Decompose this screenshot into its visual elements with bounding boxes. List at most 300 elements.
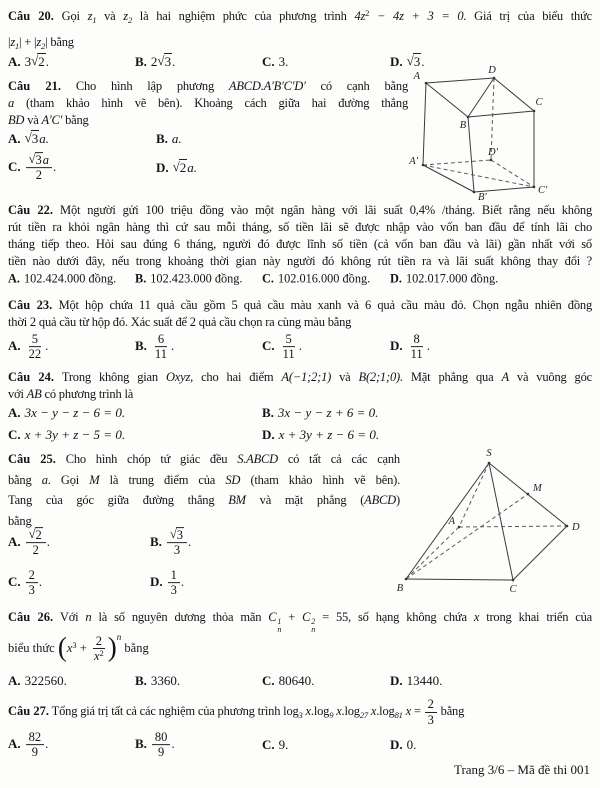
txt: Với [53,610,86,624]
radical-icon: √ [157,53,165,68]
q23-option-c [262,332,302,362]
txt: với [8,387,27,401]
math: BM [228,493,246,507]
fraction [408,332,426,362]
q22-options-row [8,268,594,290]
option-label: A. [8,337,21,353]
q26-options-row [8,670,594,692]
numerator: 80 [152,730,171,745]
q25-option-c [8,568,42,598]
question-21 [8,78,408,129]
denominator: 11 [154,347,167,362]
txt: và [24,113,42,127]
txt: . [38,573,43,589]
txt: và mặt phẳng ( [245,493,365,507]
numerator [167,528,187,543]
question-24 [8,369,592,403]
radical-icon: √ [24,130,32,145]
q20-line1 [8,2,592,31]
txt: ) [396,493,400,507]
q26-line1 [8,609,592,635]
txt: . [180,573,185,589]
q21-line3 [8,112,408,129]
math: z [36,35,42,49]
cube-figure [408,64,558,204]
vertex-label-d1: D′ [488,147,498,158]
q25-line2 [8,470,400,491]
page-footer: Trang 3/6 – Mã đề thi 001 [453,762,590,777]
math: x [367,704,377,718]
q23-option-a [8,332,48,362]
vertex-label-m: M [533,483,542,494]
txt: biểu thức [8,640,58,655]
radicand: 2 [35,528,42,543]
option-label: C. [262,673,275,688]
txt: log [283,704,299,718]
math: A(−1;2;1) [281,370,332,384]
q25-options-row-ab [8,522,400,564]
q27-options-row [8,725,594,765]
math: z [123,9,128,23]
txt: và [331,370,359,384]
radicand: 2 [179,160,187,175]
math: C [302,610,311,624]
vertex-label-a: A [413,71,420,82]
txt: . [426,337,430,353]
txt: | + | [19,35,37,49]
q22-line2: rút tiền ra khỏi ngân hàng thì cứ sau mỗi tháng, số tiền lãi sẽ được nhập vào vốn ban đầu để tính lãi cho [8,220,592,234]
vertex-label-c: C [535,97,543,108]
q25-line1 [8,449,400,470]
q27-option-d [390,737,416,753]
math: ABCD [364,493,397,507]
denominator: 9 [31,745,39,760]
txt: 102.423.000 đồng. [150,271,243,286]
txt: . Gọi [47,472,90,487]
sup: 1 [277,617,282,626]
sqrt [29,528,43,542]
fraction [26,153,52,183]
txt: 0. [406,737,417,752]
q24-option-d [262,427,379,443]
txt: Cho hình chóp tứ giác đều [55,452,238,466]
txt: | [8,35,11,49]
numerator: 5 [29,332,41,347]
vertex-label-c1: C′ [538,185,548,196]
option-label: D. [156,160,169,175]
numerator: 6 [155,332,167,347]
txt: Tang của góc giữa đường thẳng [8,493,229,507]
txt: là số nguyên dương thỏa mãn [91,610,269,624]
vertex-label-b1: B′ [478,192,487,203]
numerator: 82 [26,730,45,745]
option-label: D. [390,737,403,752]
denominator: 9 [158,745,165,760]
option-label: C. [8,573,21,589]
q25-number: Câu 25. [8,452,56,466]
math: x [402,704,411,718]
option-label: D. [390,54,403,69]
numerator: 2 [26,568,38,583]
fraction [152,332,170,362]
q24-line2 [8,386,592,403]
fraction [91,634,107,664]
q25-option-a [8,528,50,558]
q27-option-c [262,737,288,753]
math: n [85,610,92,624]
q21-option-a [8,131,49,147]
math: 3x − y − z − 6 = 0. [24,405,126,420]
sub: 1 [14,41,20,51]
txt: cho hai điểm [193,370,282,384]
sub: 9 [329,710,334,720]
q22-number: Câu 22. [8,203,54,217]
sqrt [29,153,43,167]
open-paren: ( [57,631,67,662]
math: B(2;1;0). [358,370,403,384]
txt: . [421,54,425,69]
q23-options-row [8,326,594,368]
math: a. [171,131,182,146]
sub: n [277,625,282,635]
q23-option-d [390,332,430,362]
q22-option-c [262,272,370,287]
txt: . [53,158,57,174]
option-label: C. [8,427,21,442]
math: ABCD.A′B′C′D′ [228,79,306,93]
txt: là hai nghiệm phức của phương trình [132,9,355,23]
q22-line3: tháng tiếp theo. Hỏi sau đúng 6 tháng, người đó được lĩnh số tiền (cả vốn ban đầu và lãi) gần nhất với số [8,237,592,251]
q24-line1 [8,369,592,386]
txt: trong khai triển của [479,610,593,624]
q24-option-c [8,427,125,443]
txt: Một hộp chứa 11 quả cầu gồm 5 quả cầu màu xanh và 6 quả cầu màu đỏ. Chọn ngẫu nhiên đồng [52,298,592,312]
txt: . [45,337,49,353]
radicand: 3 [413,54,421,69]
radicand: 3 [164,54,172,69]
math: a [41,472,48,487]
vertex-label-b: B [459,120,467,131]
option-label: B. [135,673,147,688]
exponent: n [116,631,122,642]
math: − 4z + 3 = 0. [369,9,467,23]
q21-number: Câu 21. [8,79,61,93]
txt: = [410,704,421,718]
fraction [26,528,46,558]
option-label: D. [150,573,163,589]
txt: .log [341,704,360,718]
q23-option-b [135,332,174,362]
txt: 102.017.000 đồng. [405,271,499,286]
vertex-label-b: B [396,583,404,594]
option-label: C. [262,271,274,286]
sqrt [25,131,40,146]
fraction [26,332,45,362]
txt: Một người gửi 100 triệu đồng vào một ngân hàng với lãi suất 0,4% /tháng. Biết rằng nếu không [53,203,592,217]
math: x + 3y + z − 6 = 0. [278,427,380,442]
q25-option-d [150,568,184,598]
math: 4z [354,9,366,23]
txt: . [188,533,192,549]
radical-icon: √ [169,527,177,542]
math: M [89,472,100,487]
sub: 81 [394,710,403,720]
close-paren: ) [107,631,117,662]
option-label: C. [262,337,275,353]
math: x [302,704,311,718]
option-label: D. [262,427,275,442]
option-label: C. [262,54,275,69]
math: x [333,704,342,718]
q25-option-b [150,528,191,558]
txt: . [170,337,175,353]
q20-option-a [8,54,49,70]
math: AB [26,387,42,401]
radicand: 3 [31,131,39,146]
denominator: 11 [410,347,423,362]
q25-line4: bằng [8,513,32,528]
txt: . [298,337,302,353]
q26-number: Câu 26. [8,610,54,624]
txt: . [45,735,49,751]
txt: = 55, [315,610,351,624]
radical-icon: √ [406,53,414,68]
txt: . [172,54,176,69]
q25-line3 [8,490,400,511]
option-label: A. [8,673,21,688]
q21-options-row-cd [8,147,408,189]
txt: (tham khảo hình vẽ bên). [240,472,401,487]
radical-icon: √ [31,53,39,68]
numerator: 2 [93,634,105,649]
txt: .log [376,704,395,718]
denominator: 2 [35,168,42,183]
txt: 3360. [150,673,181,688]
txt: bằng [121,640,149,655]
q21-line1 [8,78,408,95]
sqrt [31,54,46,69]
fraction [280,332,298,362]
q22-line1 [8,202,592,219]
denominator: 22 [28,347,42,362]
numerator: 2 [425,697,437,712]
vertex-label-a1: A′ [409,156,418,167]
q24-option-b [262,405,378,421]
q24-number: Câu 24. [8,370,55,384]
fraction [26,730,45,760]
q20-number: Câu 20. [8,9,54,23]
txt: 80640. [278,673,315,688]
txt: + [281,610,303,624]
pyramid-figure [391,446,586,596]
numerator: 8 [411,332,423,347]
math: 3x − y − z + 6 = 0. [277,405,379,420]
txt: có tất cả các cạnh [278,452,400,466]
txt: Cho hình lập phương [60,79,229,93]
vertex-label-d: D [488,65,496,76]
txt: 13440. [406,673,443,688]
q21-option-b [156,131,182,147]
q26-expression-line [8,631,592,664]
sub: n [311,625,316,635]
q21-option-d [156,160,197,176]
txt: có cạnh bằng [305,79,408,93]
option-label: A. [8,131,21,146]
option-label: A. [8,533,21,549]
txt: + [76,640,90,655]
txt: 9. [278,737,289,752]
denominator: 2 [32,543,39,558]
fraction [26,568,38,598]
fraction [167,528,187,558]
q24-options-row-cd [8,424,594,446]
radicand: 2 [38,54,45,69]
q21-line2 [8,95,408,112]
sup: 3 [72,639,77,650]
option-label: C. [8,158,21,174]
vertex-label-d: D [572,522,580,533]
option-label: D. [390,337,403,353]
denominator: 3 [28,583,35,598]
math: a [42,153,50,168]
option-label: B. [135,54,147,69]
math: C [268,610,277,624]
math: SD [225,472,241,487]
math: x [473,610,480,624]
fraction [425,697,437,727]
numerator [26,528,46,543]
txt: | bằng [45,35,74,49]
radical-icon: √ [172,159,180,174]
txt: 102.016.000 đồng. [277,271,371,286]
txt: là trung điểm của [99,472,226,487]
denominator: 3 [173,543,181,558]
q27-option-a [8,730,48,760]
radical-icon: √ [28,527,36,542]
math: S.ABCD [237,452,278,466]
question-26 [8,609,592,635]
option-label: B. [135,337,147,353]
sub: 2 [41,41,46,51]
txt: 2 [150,54,158,69]
txt: và [96,9,124,23]
sqrt [170,528,184,542]
q26-option-c [262,673,314,689]
option-label: A. [8,735,21,751]
q20-option-c [262,54,288,70]
txt: Trong không gian [54,370,166,384]
q22-line4: tiền nào dưới đây, nếu trong khoảng thời gian này người đó không rút tiền ra và lãi suất không thay đổi ? [8,254,592,268]
txt: 322560. [24,673,67,688]
sup: 2 [311,617,316,626]
math: z [87,9,93,23]
radicand: 3 [35,153,42,168]
q22-option-a [8,272,116,287]
numerator: 1 [168,568,180,583]
sub: 1 [92,15,97,25]
q25-options-row-cd [8,562,400,604]
option-label: C. [262,737,275,752]
q27-number: Câu 27. [8,704,49,718]
math: a. [39,131,50,146]
q27-option-b [135,730,175,760]
math: x + 3y + z − 5 = 0. [24,427,126,442]
option-label: A. [8,271,20,286]
sub: 27 [359,710,368,720]
sup: 2 [99,648,104,659]
txt: . [45,54,50,69]
denominator: 11 [282,347,295,362]
numerator: 5 [283,332,295,347]
radicand: 3 [176,528,184,543]
math: BD [8,113,25,127]
txt: số hạng không chứa [350,610,474,624]
option-label: B. [150,533,162,549]
option-label: A. [8,405,21,420]
math: z [10,35,15,49]
txt: Mặt phẳng qua [402,370,502,384]
sub: 2 [127,15,133,25]
fraction [168,568,180,598]
option-label: B. [156,131,168,146]
txt: bằng [437,704,465,718]
math: Oxyz, [165,370,194,384]
txt: Tổng giá trị tất cả các nghiệm của phương trình [48,704,284,718]
q24-option-a [8,405,125,421]
txt: có phương trình là [41,387,134,401]
question-25 [8,449,400,531]
vertex-label-a: A [448,516,455,527]
q23-line2: thời 2 quả cầu từ hộp đó. Xác suất để 2 quả cầu chọn ra cùng màu bằng [8,315,352,329]
option-label: D. [390,673,403,688]
txt: (tham khảo hình vẽ bên). Khoảng cách giữa hai đường thẳng [14,96,408,110]
q23-number: Câu 23. [8,298,53,312]
sqrt [157,54,172,69]
math: a. [187,160,198,175]
vertex-label-s: S [486,448,492,459]
q22-option-b [135,272,243,287]
q22-option-d [390,272,498,287]
option-label: A. [8,54,21,69]
math: A [501,370,509,384]
q24-options-row-ab [8,402,594,424]
q21-option-c [8,153,56,183]
txt: 102.424.000 đồng. [23,271,117,286]
numerator [26,153,52,168]
denominator: 3 [170,583,177,598]
q26-option-d [390,673,442,689]
q20-option-b [135,54,175,70]
txt: Gọi [53,9,88,23]
txt: .log [310,704,330,718]
txt: . [171,735,175,751]
txt: và vuông góc [508,370,593,384]
sub: 3 [298,710,303,720]
option-label: D. [390,271,402,286]
vertex-label-c: C [509,584,517,595]
math: a [8,96,15,110]
txt: 3 [24,54,32,69]
radical-icon: √ [28,152,36,167]
sqrt [173,160,188,175]
option-label: B. [135,271,147,286]
txt: bằng [8,472,42,487]
txt: Giá trị của biểu thức [466,9,592,23]
question-22 [8,202,592,270]
q26-option-b [135,673,180,689]
option-label: B. [262,405,274,420]
denominator [91,649,107,663]
